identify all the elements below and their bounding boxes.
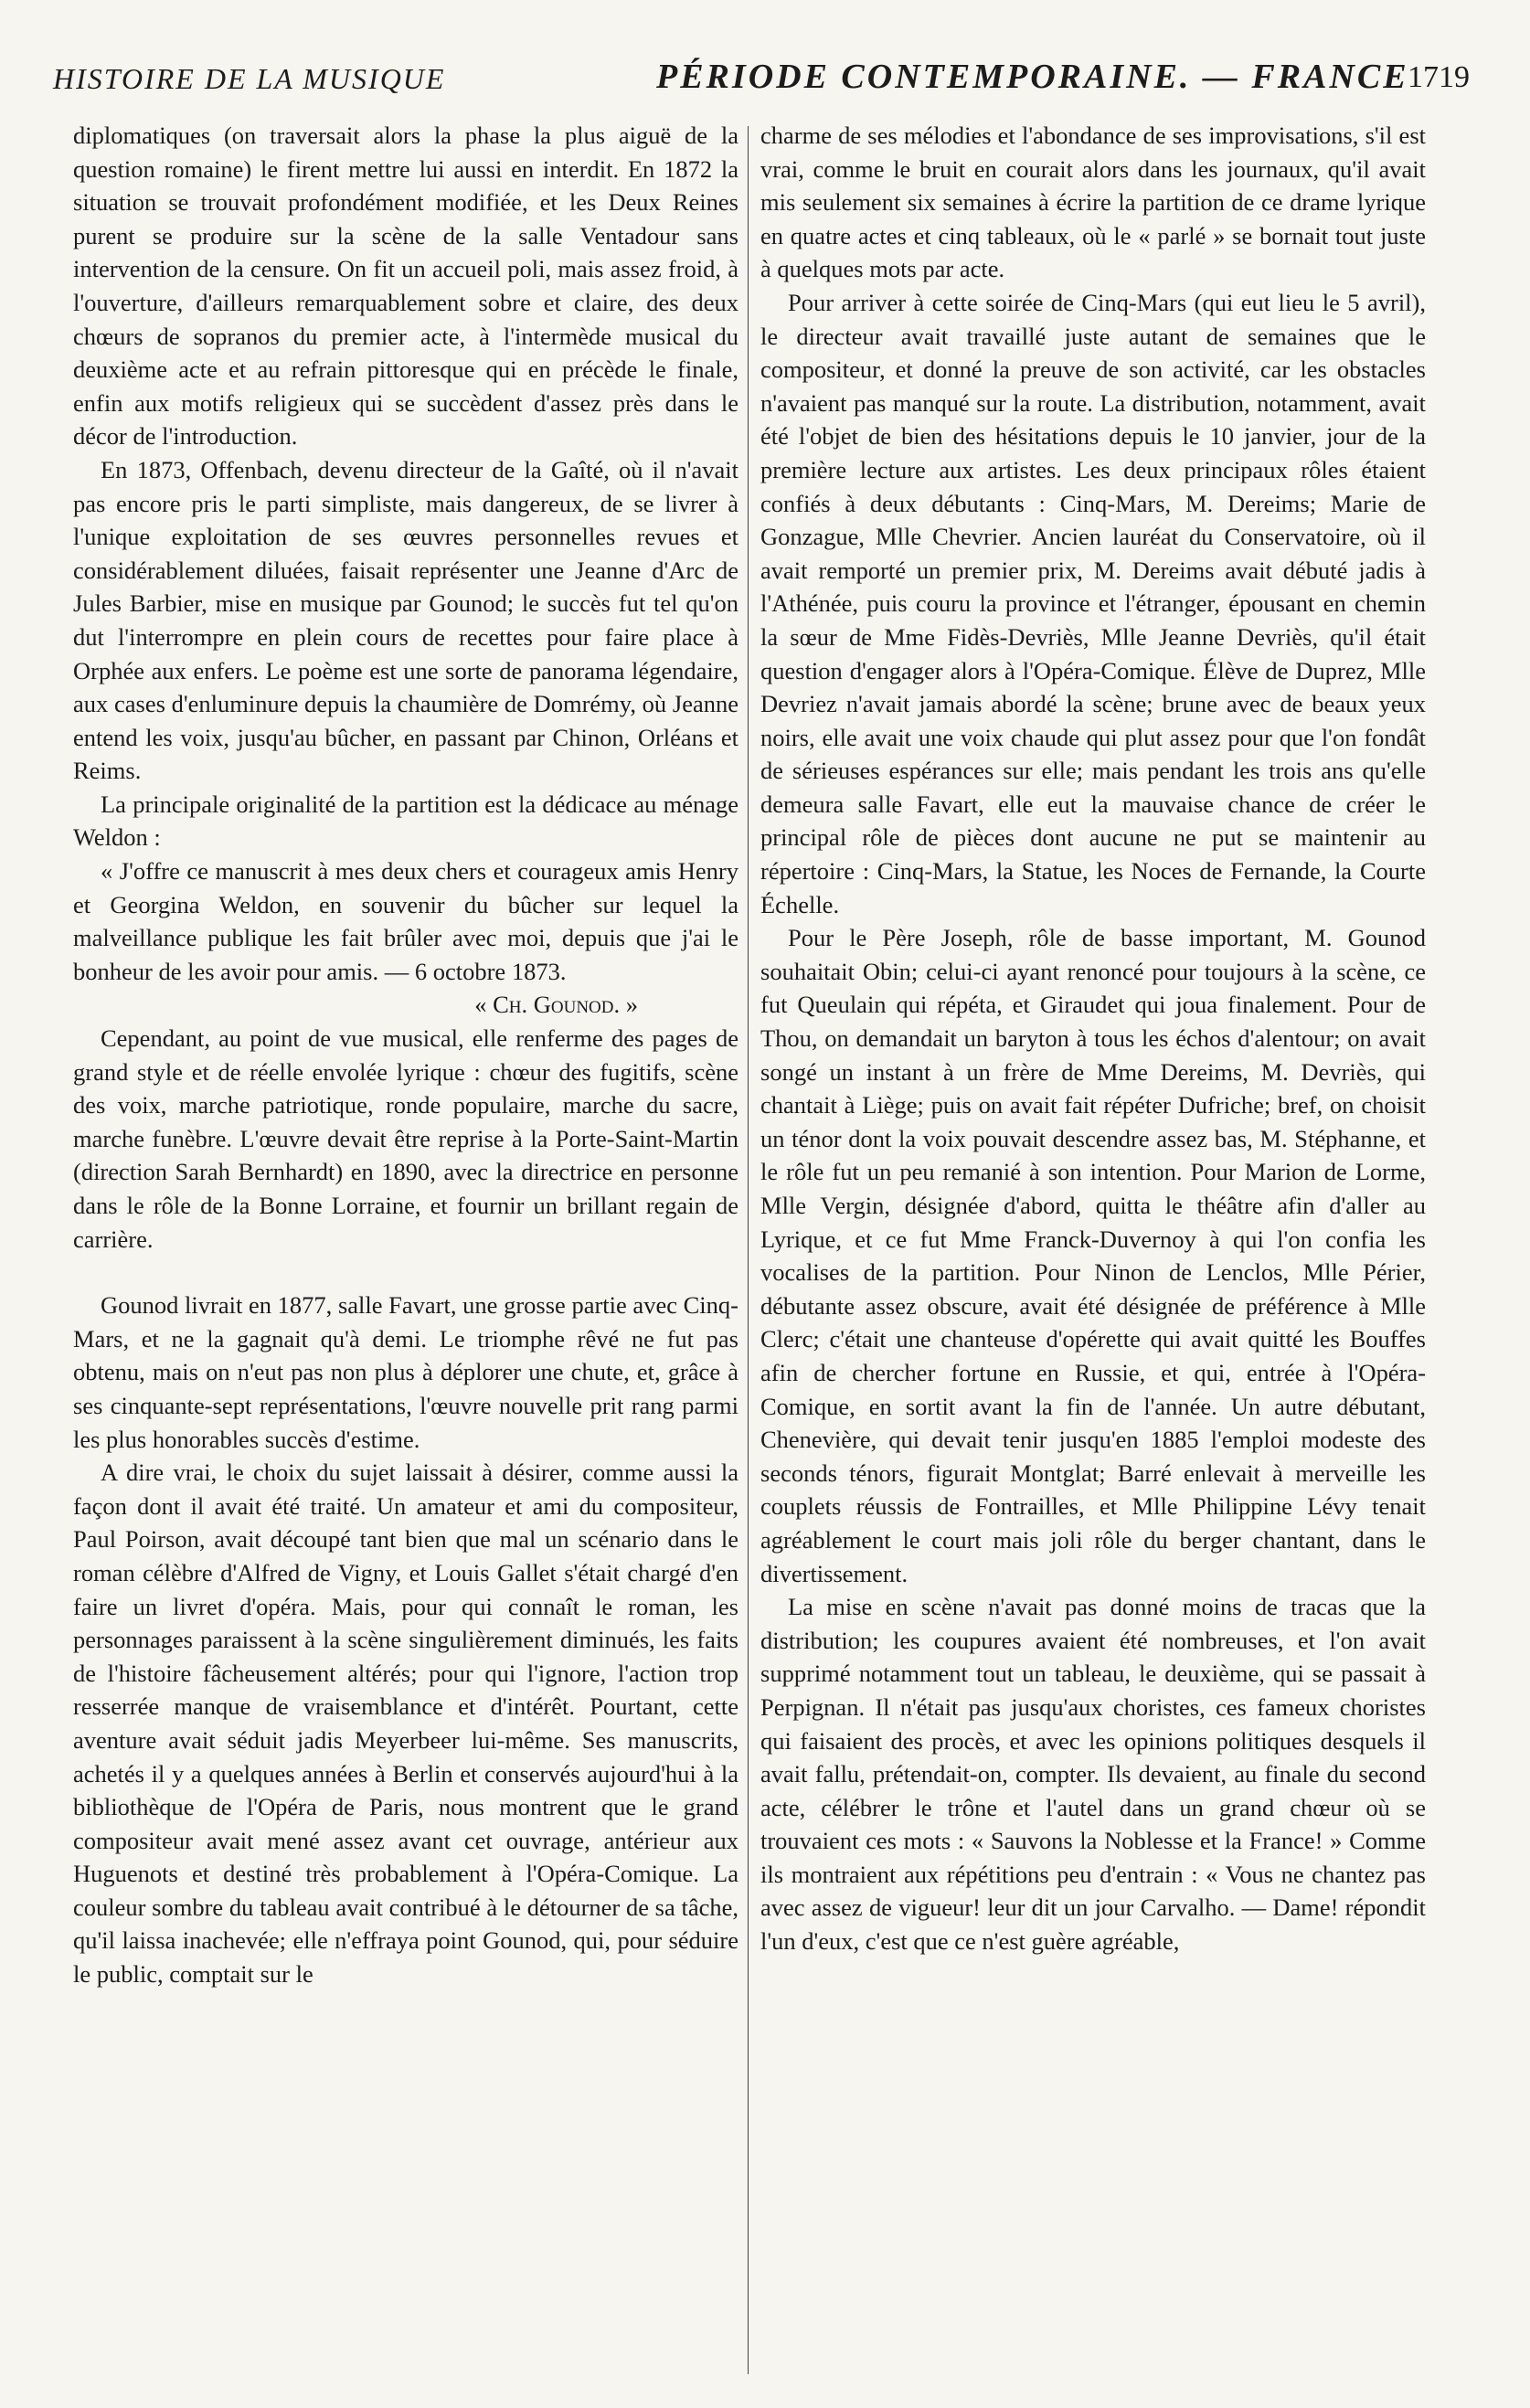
paragraph: La principale originalité de la partition est la dédicace au ménage Weldon :: [73, 790, 738, 852]
paragraph: La mise en scène n'avait pas donné moins de tracas que la distribution; les coupures avaient été nombreuses, et l'on avait supprimé notamment tout un tableau, le deuxième, qui se passait à Perpignan. Il n'était pas jusqu'aux choristes, ces fameux choristes qui faisaient des procès, et avec les opinions politiques desquels il avait fallu, prétendait-on, compter. Ils devaient, au finale du second acte, célébrer le trône et l'autel dans un grand chœur où se trouvaient ces mots : « Sauvons la Noblesse et la France! » Comme ils montraient aux répétitions peu d'entrain : « Vous ne chantez pas avec assez de vigueur! leur dit un jour Carvalho. — Dame! répondit l'un d'eux, c'est que ce n'est guère agréable,: [760, 1593, 1426, 1956]
column-divider: [748, 126, 749, 2374]
page-number: 1719: [1408, 60, 1470, 94]
paragraph: A dire vrai, le choix du sujet laissait à désirer, comme aussi la façon dont il avait été traité. Un amateur et ami du compositeur, Paul Poirson, avait découpé tant bien que mal un scénario dans le roman célèbre d'Alfred de Vigny, et Louis Gallet s'était chargé d'en faire un livret d'opéra. Mais, pour qui connaît le roman, les personnages paraissent à la scène singulièrement diminués, les faits de l'histoire fâcheusement altérés; pour qui l'ignore, l'action trop resserrée manque de vraisemblance et d'intérêt. Pourtant, cette aventure avait séduit jadis Meyerbeer lui-même. Ses manuscrits, achetés il y a quelques années à Berlin et conservés aujourd'hui à la bibliothèque de l'Opéra de Paris, nous montrent que le grand compositeur avait mené assez avant cet ouvrage, antérieur aux Huguenots et destiné très probablement à l'Opéra-Comique. La couleur sombre du tableau avait contribué à le détourner de sa tâche, qu'il laissa inachevée; elle n'effraya point Gounod, qui, pour séduire le public, comptait sur le: [73, 1459, 738, 1989]
paragraph: Pour le Père Joseph, rôle de basse important, M. Gounod souhaitait Obin; celui-ci ayant renoncé pour toujours à la scène, ce fut Queulain qui répéta, et Giraudet qui joua finalement. Pour de Thou, on demandait un baryton à tous les échos d'alentour; on avait songé un instant à un frère de Mme Dereims, M. Devriès, qui chantait à Liège; puis on avait fait répéter Dufriche; bref, on choisit un ténor dont la voix pouvait descendre assez bas, M. Stéphanne, et le rôle fut un peu remanié à son intention. Pour Marion de Lorme, Mlle Vergin, désignée d'abord, quitta le théâtre afin d'aller au Lyrique, et ce fut Mme Franck-Duvernoy à qui l'on confia les vocalises de la partition. Pour Ninon de Lenclos, Mlle Périer, débutante assez obscure, avait été désignée de préférence à Mlle Clerc; c'était une chanteuse d'opérette qui avait quitté les Bouffes afin de chercher fortune en Russie, et qui, entrée à l'Opéra-Comique, en sortit avant la fin de l'année. Un autre débutant, Chenevière, qui devait tenir jusqu'en 1885 l'emploi modeste des seconds ténors, figurait Montglat; Barré enlevait à merveille les couplets réussis de Fontrailles, et Mlle Philippine Lévy tenait agréablement le court mais joli rôle du berger chantant, dans le divertissement.: [760, 924, 1426, 1587]
header-book-title: HISTOIRE DE LA MUSIQUE: [53, 62, 446, 95]
paragraph: Cependant, au point de vue musical, elle renferme des pages de grand style et de réelle envolée lyrique : chœur des fugitifs, scène des voix, marche patriotique, ronde populaire, marche du sacre, marche funèbre. L'œuvre devait être reprise à la Porte-Saint-Martin (direction Sarah Bernhardt) en 1890, avec la directrice en personne dans le rôle de la Bonne Lorraine, et fournir un brillant regain de carrière.: [73, 1024, 738, 1253]
paragraph: Pour arriver à cette soirée de Cinq-Mars (qui eut lieu le 5 avril), le directeur avait travaillé juste autant de semaines que le compositeur, et donné la preuve de son activité, car les obstacles n'avaient pas manqué sur la route. La distribution, notamment, avait été l'objet de bien des hésitations depuis le 10 janvier, jour de la première lecture aux artistes. Les deux principaux rôles étaient confiés à deux débutants : Cinq-Mars, M. Dereims; Marie de Gonzague, Mlle Chevrier. Ancien lauréat du Conservatoire, où il avait remporté un premier prix, M. Dereims avait débuté jadis à l'Athénée, puis couru la province et l'étranger, épousant en chemin la sœur de Mme Fidès-Devriès, Mlle Jeanne Devriès, qu'il était question d'engager alors à l'Opéra-Comique. Élève de Duprez, Mlle Devriez n'avait jamais abordé la scène; brune avec de beaux yeux noirs, elle avait une voix chaude qui plut assez pour que l'on fondât de sérieuses espérances sur elle; mais pendant les trois ans qu'elle demeura salle Favart, elle eut la mauvaise chance de créer le principal rôle de pièces dont aucune ne put se maintenir au répertoire : Cinq-Mars, la Statue, les Noces de Fernande, la Courte Échelle.: [760, 288, 1426, 918]
paragraph: charme de ses mélodies et l'abondance de ses improvisations, s'il est vrai, comme le bruit en courait alors dans les journaux, qu'il avait mis seulement six semaines à écrire la partition de ce drame lyrique en quatre actes et cinq tableaux, où le « parlé » se bornait tout juste à quelques mots par acte.: [760, 122, 1426, 283]
dedication-signature: « Ch. Gounod. »: [474, 991, 638, 1019]
running-header: [53, 55, 1479, 110]
paragraph: En 1873, Offenbach, devenu directeur de la Gaîté, où il n'avait pas encore pris le parti simpliste, mais dangereux, de se livrer à l'unique exploitation de ses œuvres personnelles revues et considérablement diluées, faisait représenter une Jeanne d'Arc de Jules Barbier, mise en musique par Gounod; le succès fut tel qu'on dut l'interrompre en plein cours de recettes pour faire place à Orphée aux enfers. Le poème est une sorte de panorama légendaire, aux cases d'enluminure depuis la chaumière de Domrémy, où Jeanne entend les voix, jusqu'au bûcher, en passant par Chinon, Orléans et Reims.: [73, 455, 738, 785]
right-column: [760, 119, 1426, 1958]
left-column: [73, 119, 738, 1991]
paragraph: diplomatiques (on traversait alors la phase la plus aiguë de la question romaine) le firent mettre lui aussi en interdit. En 1872 la situation se trouvait profondément modifiée, et les Deux Reines purent se produire sur la scène de la salle Ventadour sans intervention de la censure. On fit un accueil poli, mais assez froid, à l'ouverture, d'ailleurs remarquablement sobre et claire, des deux chœurs de sopranos du premier acte, à l'intermède musical du deuxième acte et au refrain pittoresque qui en précède le finale, enfin aux motifs religieux qui se succèdent d'assez près dans le décor de l'introduction.: [73, 122, 738, 451]
header-section-title: PÉRIODE CONTEMPORAINE. — FRANCE: [656, 58, 1409, 96]
paragraph: Gounod livrait en 1877, salle Favart, une grosse partie avec Cinq-Mars, et ne la gagnait qu'à demi. Le triomphe rêvé ne fut pas obtenu, mais on n'eut pas non plus à déplorer une chute, et, grâce à ses cinquante-sept représentations, l'œuvre nouvelle prit rang parmi les plus honorables succès d'estime.: [73, 1291, 738, 1453]
dedication-quote: « J'offre ce manuscrit à mes deux chers et courageux amis Henry et Georgina Weldon, en souvenir du bûcher sur lequel la malveillance publique les fait brûler avec moi, depuis que j'ai le bonheur de les avoir pour amis. — 6 octobre 1873.: [73, 857, 738, 985]
